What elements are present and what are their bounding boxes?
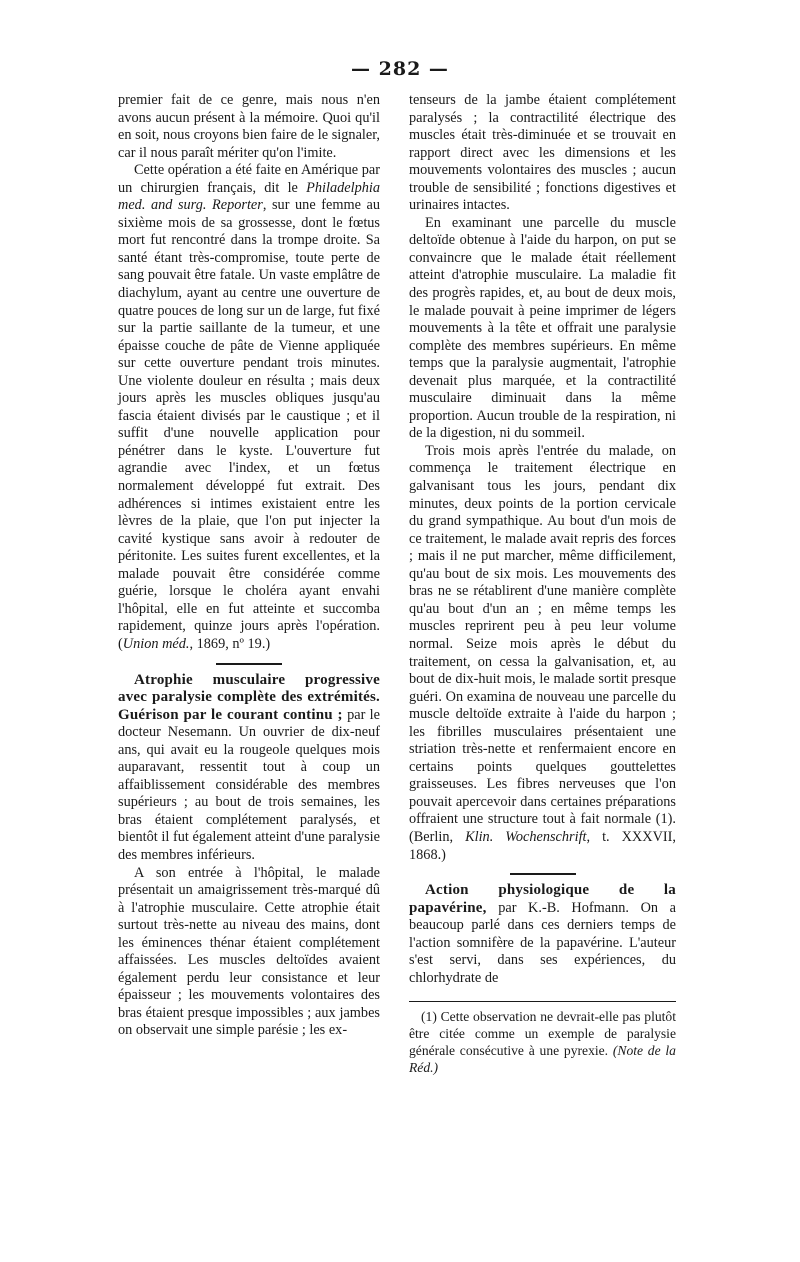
section-divider: [510, 873, 576, 875]
right-column: [409, 92, 676, 1076]
paragraph: [409, 215, 676, 443]
footnote: [409, 1008, 676, 1076]
section-paragraph: [118, 672, 380, 865]
paragraph-text: premier fait de ce genre, mais nous n'en avons aucun présent à la mémoire. Quoi qu'il en soit, nous croyons bien faire de le signaler, car il nous paraît mériter qu'on l'imite.: [118, 92, 380, 161]
section-paragraph: [409, 882, 676, 987]
footnote-body: (1) Cette observation ne devrait-elle pas plutôt être citée comme un exemple de paralysie générale consécutive à une pyrexie.: [409, 1009, 676, 1059]
journal-title: Philadelphia med. and surg. Reporter: [118, 179, 380, 214]
journal-title: Klin. Wochenschrift: [465, 828, 587, 845]
footnote-text: [409, 1008, 676, 1076]
section-divider: [216, 663, 282, 665]
paragraph-text: En examinant une parcelle du muscle deltoïde obtenue à l'aide du harpon, on put se convaincre que le malade était réellement atteint d'atrophie musculaire. La maladie fit des progrès rapides, et, au bout de deux mois, le malade pouvait à peine imprimer de légers mouvements à la tête et offrait une paralysie complète des membres supérieurs. En même temps que la paralysie augmentait, l'atrophie devenait plus marquée, et la contractilité musculaire diminuait dans la même proportion. Aucun trouble de la respiration, ni de la digestion, ni du sommeil.: [409, 214, 676, 442]
footnote-note: (Note de la Réd.): [409, 1043, 676, 1076]
section-title: Atrophie musculaire progressive avec paralysie complète des extrémités. Guérison par le courant continu ;: [118, 671, 380, 723]
paragraph-text: , t. XXXVII, 1868.): [409, 828, 676, 863]
paragraph: [409, 92, 676, 215]
paragraph: [118, 162, 380, 653]
page-number: — 282 —: [351, 58, 449, 80]
journal-title: Union méd.: [122, 635, 190, 652]
section-title: Action physiologique de la papavérine,: [409, 882, 676, 916]
paragraph-text: , 1869, nº 19.): [189, 635, 271, 652]
paragraph: [409, 443, 676, 864]
paragraph-text: A son entrée à l'hôpital, le malade présentait un amaigrissement très-marqué dû à l'atrophie musculaire. Cette atrophie était surtout très-nette au niveau des mains, dont les éminences thénar étaient complétement affaissées. Les muscles deltoïdes avaient également perdu leur consistance et leur épaisseur ; les mouvements volontaires des bras étaient presque impossibles ; aux jambes on observait une simple parésie ; les ex-: [118, 864, 380, 1039]
left-column: [118, 92, 380, 1040]
paragraph-text: par le docteur Nesemann. Un ouvrier de dix-neuf ans, qui avait eu la rougeole quelques mois auparavant, ressentit tout à coup un affaiblissement considérable des membres supérieurs ; au bout de trois semaines, les bras étaient complétement paralysés, et bientôt il fut également atteint d'une paralysie des membres inférieurs.: [118, 706, 380, 863]
paragraph-text: par K.-B. Hofmann. On a beaucoup parlé dans ces derniers temps de l'action somnifère de la papavérine. L'auteur s'est servi, dans ses expériences, du chlorhydrate de: [409, 899, 676, 986]
paragraph: [118, 92, 380, 162]
paragraph: [118, 865, 380, 1040]
paragraph-text: , sur une femme au sixième mois de sa grossesse, dont le fœtus mort fut rencontré dans la trompe droite. Sa santé étant très-compromise, toute perte de sang pouvait être fatale. Un vaste emplâtre de diachylum, ayant au centre une ouverture de quatre pouces de long sur un de large, fut fixé sur la partie saillante de la tumeur, et une épaisse couche de pâte de Vienne appliquée sur cette ouverture pendant trois minutes. Une violente douleur en résulta ; mais deux jours après les muscles obliques jusqu'au fascia étaient divisés par le caustique ; et il suffit d'une nouvelle application pour pénétrer dans le kyste. L'ouverture fut agrandie avec l'index, et un fœtus normalement développé fut extrait. Des adhérences si intimes existaient entre les lèvres de la plaie, que l'on put injecter la cavité kystique sans avoir à redouter de péritonite. Les suites furent excellentes, et la malade pouvait être considérée comme guérie, lorsque le choléra ayant envahi l'hôpital, elle en fut atteinte et succomba rapidement, quinze jours après l'opération. (: [118, 197, 380, 652]
footnote-divider: [409, 1001, 676, 1002]
paragraph-text: tenseurs de la jambe étaient complétement paralysés ; la contractilité électrique des muscles était très-diminuée et se trouvait en rapport direct avec les dimensions et les mouvements volontaires des muscles ; aucun trouble de sensibilité ; fonctions digestives et urinaires intactes.: [409, 92, 676, 214]
paragraph-text: Trois mois après l'entrée du malade, on commença le traitement électrique en galvanisant tous les jours, pendant dix minutes, deux points de la portion cervicale du grand sympathique. Au bout d'un mois de ce traitement, le malade avait repris des forces ; mais il ne put marcher, même difficilement, qu'au bout de six mois. Les mouvements des bras ne se rétablirent d'une manière complète qu'au bout d'un an ; en même temps les muscles reprirent peu à peu leur volume normal. Seize mois après le début du traitement, on cessa la galvanisation, et, au bout de dix-huit mois, le malade sortit presque guéri. On examina de nouveau une parcelle du muscle deltoïde extraite à l'aide du harpon ; les fibrilles musculaires présentaient une striation très-nette et renfermaient encore en certains points quelques gouttelettes graisseuses. Les fibres nerveuses que l'on pouvait apercevoir dans certaines préparations offraient une structure tout à fait normale (1). (Berlin,: [409, 442, 676, 845]
paragraph-text: Cette opération a été faite en Amérique par un chirurgien français, dit le: [118, 162, 380, 196]
